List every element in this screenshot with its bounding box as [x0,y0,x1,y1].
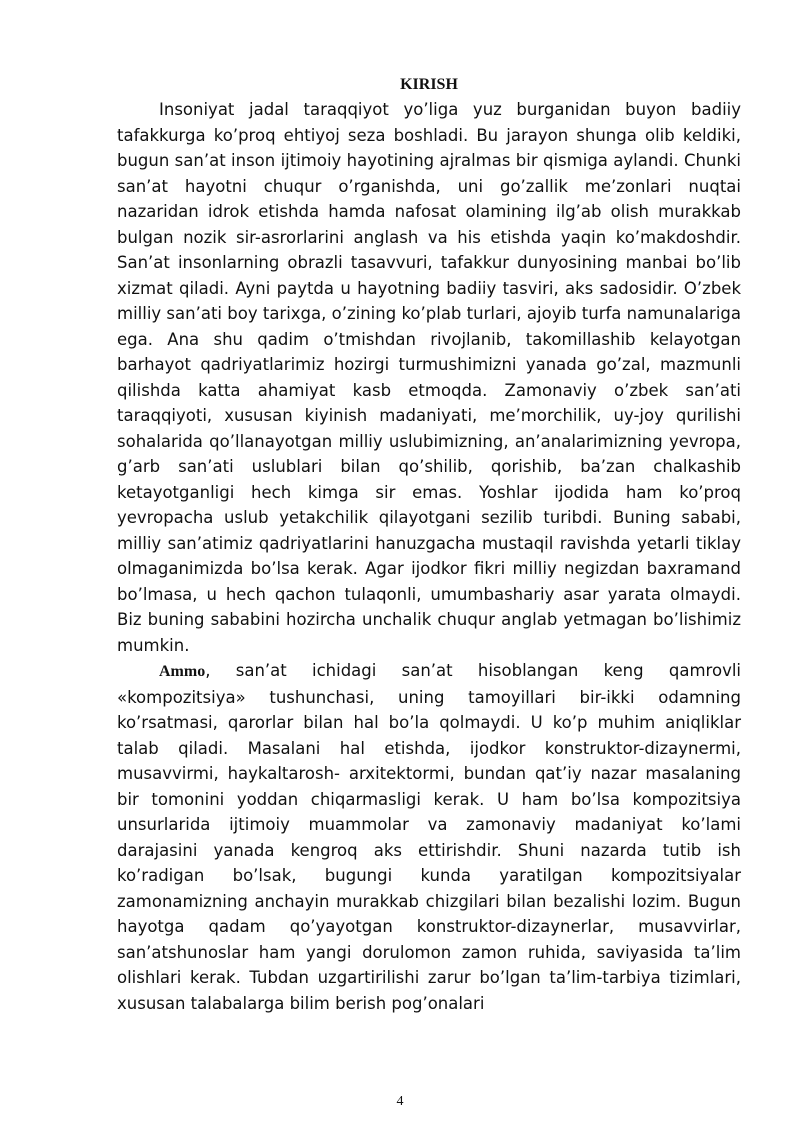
document-page [117,75,741,1016]
paragraph-intro: Insoniyat jadal taraqqiyot yo’liga yuz burganidan buyon badiiy tafakkurga ko’proq ehtiyoj seza boshladi. Bu jarayon shunga olib keldiki, bugun san’at inson ijtimoiy hayotining ajralmas bir qismiga aylandi. Chunki san’at hayotni chuqur o’rganishda, uni go’zallik me’zonlari nuqtai nazaridan idrok etishda hamda nafosat olamining ilg’ab olish murakkab bulgan nozik sir-asrorlarini anglash va his etishda yaqin ko’makdoshdir. San’at insonlarning obrazli tasavvuri, tafakkur dunyosining manbai bo’lib xizmat qiladi. Ayni paytda u hayotning badiiy tasviri, aks sadosidir. O’zbek milliy san’ati boy tarixga, o’zining ko’plab turlari, ajoyib turfa namunalariga ega. Ana shu qadim o’tmishdan rivojlanib, takomillashib kelayotgan barhayot qadriyatlarimiz hozirgi turmushimizni yanada go’zal, mazmunli qilishda katta ahamiyat kasb etmoqda. Zamonaviy o’zbek san’ati taraqqiyoti, xususan kiyinish madaniyati, me’morchilik, uy-joy qurilishi sohalarida qo’llanayotgan milliy uslubimizning, an’analarimizning yevropa, g’arb san’ati uslublari bilan qo’shilib, qorishib, ba’zan chalkashib ketayotganligi hech kimga sir emas. Yoshlar ijodida ham ko’proq yevropacha uslub yetakchilik qilayotgani sezilib turibdi. Buning sababi, milliy san’atimiz qadriyatlarini hanuzgacha mustaqil ravishda yetarli tiklay olmaganimizda bo’lsa kerak. Agar ijodkor fikri milliy negizdan baxramand bo’lmasa, u hech qachon tulaqonli, umumbashariy asar yarata olmaydi. Biz buning sababini hozircha unchalik chuqur anglab yetmagan bo’lishimiz mumkin. [117,100,741,655]
paragraph-composition [117,658,741,1016]
page-number: 4 [396,1094,404,1109]
paragraph-composition-text: , san’at ichidagi san’at hisoblangan keng qamrovli «kompozitsiya» tushunchasi, uning tamoyillari bir-ikki odamning ko’rsatmasi, qarorlar bilan hal bo’la qolmaydi. U ko’p muhim aniqliklar talab qiladi. Masalani hal etishda, ijodkor konstruktor-dizaynermi, musavvirmi, haykaltarosh- arxitektormi, bundan qat’iy nazar masalaning bir tomonini yoddan chiqarmasligi kerak. U ham bo’lsa kompozitsiya unsurlarida ijtimoiy muammolar va zamonaviy madaniyat ko’lami darajasini yanada kengroq aks ettirishdir. Shuni nazarda tutib ish ko’radigan bo’lsak, bugungi kunda yaratilgan kompozitsiyalar zamonamizning anchayin murakkab chizgilari bilan bezalishi lozim. Bugun hayotga qadam qo’yayotgan konstruktor-dizaynerlar, musavvirlar, san’atshunoslar ham yangi dorulomon zamon ruhida, saviyasida ta’lim olishlari kerak. Tubdan uzgartirilishi zarur bo’lgan ta’lim-tarbiya tizimlari, xususan talabalarga bilim berish pog’onalari [117,661,741,1013]
section-title: KIRISH [400,76,458,93]
paragraph-lead-word: Ammo [159,663,206,680]
